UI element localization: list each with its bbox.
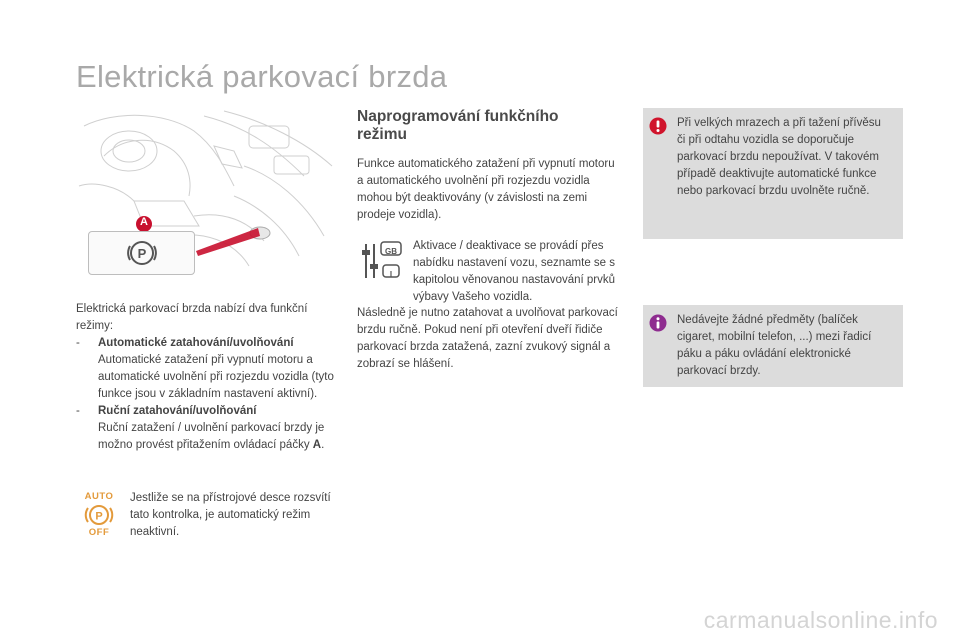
- svg-text:P: P: [137, 246, 147, 261]
- list-item-automatic: [76, 335, 346, 403]
- auto-off-text: Jestliže se na přístrojové desce rozsvítí tato kontrolka, je automatický režim neaktivní.: [130, 492, 331, 538]
- list-item-manual: [76, 403, 346, 454]
- paragraph-2: Následně je nutno zatahovat a uvolňovat parkovací brzdu ručně. Pokud není při otevření dveří řidiče parkovací brzda zatažená, zazní zvukový signál a zobrazí se hlášení.: [357, 307, 618, 370]
- i-label: I: [389, 270, 393, 279]
- page-title: Elektrická parkovací brzda: [76, 59, 448, 94]
- settings-sliders-icon: [361, 240, 403, 286]
- lever-reference: A: [312, 439, 322, 451]
- parking-brake-illustration: [74, 106, 336, 286]
- intro-text: Elektrická parkovací brzda nabízí dva funkční režimy:: [76, 303, 308, 332]
- paragraph-1: Funkce automatického zatažení při vypnutí motoru a automatického uvolnění při rozjezdu vozidla mohou být deaktivovány (v závislosti na zemi prodeje vozidla).: [357, 158, 615, 221]
- settings-note-text: Aktivace / deaktivace se provádí přes nabídku nastavení vozu, seznamte se s kapitolou věnovanou nastavování prvků výbavy Vašeho vozidla.: [413, 240, 616, 303]
- list-item-title: Ruční zatahování/uvolňování: [98, 405, 257, 417]
- left-column: [76, 301, 346, 454]
- brake-button-panel: [88, 231, 195, 275]
- section-heading: Naprogramování funkčního režimu: [357, 108, 559, 143]
- auto-off-lamp-icon: [82, 492, 116, 540]
- warning-exclamation-icon: [649, 117, 667, 135]
- settings-note-row: [357, 238, 622, 308]
- list-dash: -: [76, 405, 80, 417]
- warning-text: Při velkých mrazech a při tažení přívěsu či při odtahu vozidla se doporučuje parkovací brzdu nepoužívat. V takovém případě deaktivujte automatické funkce nebo parkovací brzdu uvolněte ručně.: [677, 117, 881, 197]
- info-text: Nedávejte žádné předměty (balíček cigaret, mobilní telefon, ...) mezi řadicí páku a páku ovládání elektronické parkovací brzdy.: [677, 314, 872, 377]
- svg-text:P: P: [95, 510, 103, 523]
- warning-box: [643, 108, 903, 239]
- list-item-text-end: .: [321, 439, 325, 451]
- gb-label: GB: [385, 247, 397, 256]
- info-box: [643, 305, 903, 387]
- list-dash: -: [76, 337, 80, 349]
- list-item-text: Automatické zatažení při vypnutí motoru a automatické uvolnění při rozjezdu vozidla (tyto funkce jsou v základním nastavení aktivní).: [98, 354, 334, 400]
- list-item-text: Ruční zatažení / uvolnění parkovací brzdy je možno provést přitažením ovládací páčky: [98, 422, 325, 451]
- info-icon: [649, 314, 667, 332]
- auto-off-top-label: AUTO: [84, 491, 114, 502]
- callout-label-a: A: [140, 216, 148, 228]
- watermark: carmanualsonline.info: [703, 607, 938, 633]
- middle-column: [357, 108, 622, 308]
- list-item-text-wrapper: [98, 420, 346, 454]
- parking-p-icon: [127, 238, 157, 268]
- list-item-title: Automatické zatahování/uvolňování: [98, 337, 294, 349]
- auto-off-bottom-label: OFF: [88, 527, 110, 538]
